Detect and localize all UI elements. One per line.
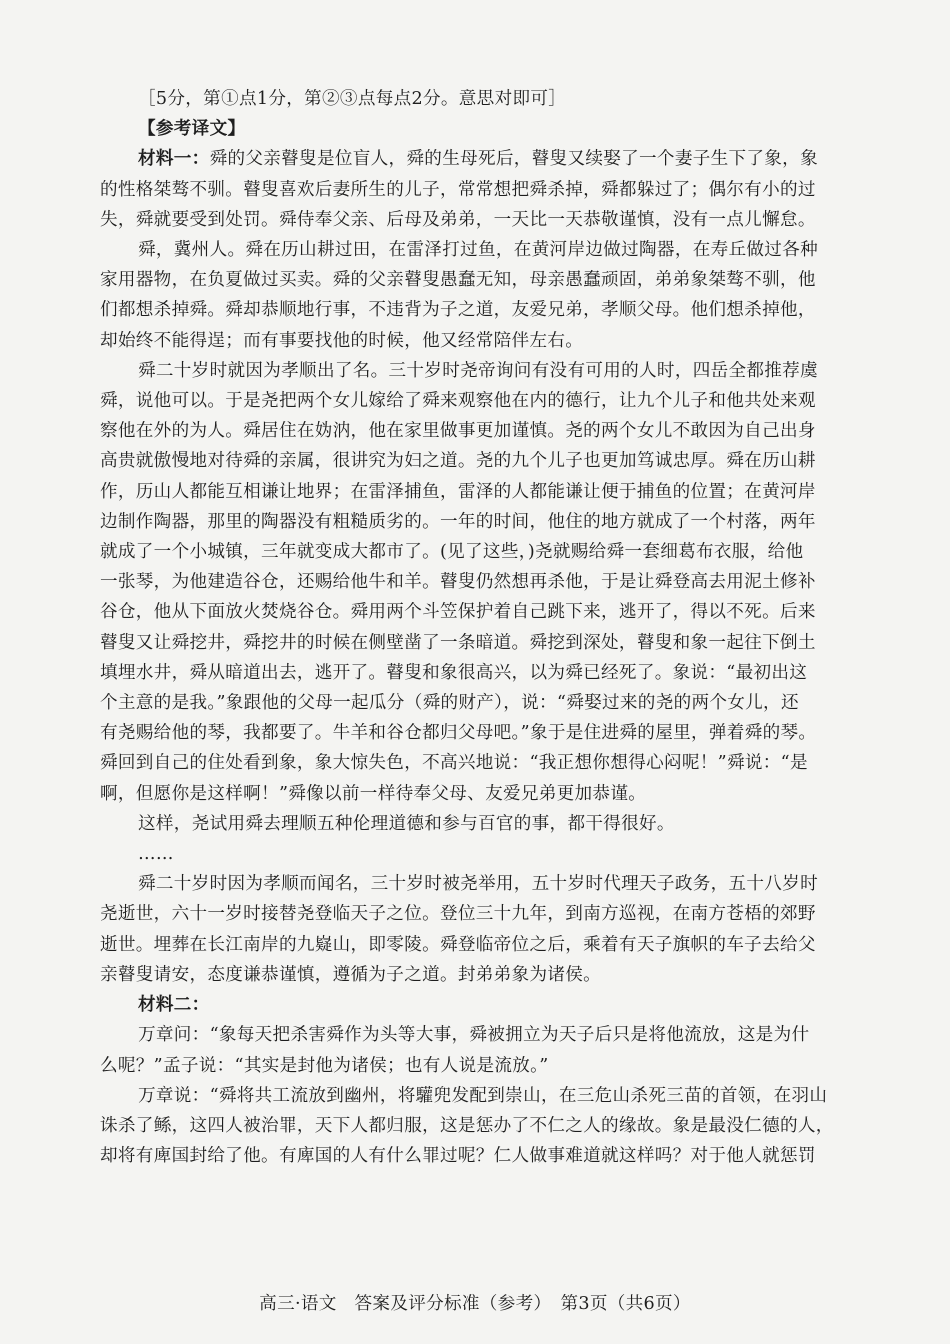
paragraph-line: 舜二十岁时就因为孝顺出了名。三十岁时尧帝询问有没有可用的人时，四岳全都推荐虞 [138, 360, 818, 381]
material1-paragraph-2 [100, 235, 858, 356]
paragraph-line: 谷仓，他从下面放火焚烧谷仓。舜用两个斗笠保护着自己跳下来，逃开了，得以不死。后来 [100, 602, 816, 623]
material2-paragraph-2 [100, 1081, 858, 1172]
paragraph-line: 么呢？”孟子说：“其实是封他为诸侯；也有人说是流放。” [100, 1055, 549, 1076]
scoring-note: ［5分，第①点1分，第②③点每点2分。意思对即可］ [138, 89, 567, 109]
paragraph-line: 失，舜就要受到处罚。舜侍奉父亲、后母及弟弟，一天比一天恭敬谨慎，没有一点儿懈怠。 [100, 209, 816, 230]
paragraph-line: 尧逝世，六十一岁时接替尧登临天子之位。登位三十九年，到南方巡视，在南方苍梧的郊野 [100, 904, 816, 925]
paragraph-line: 们都想杀掉舜。舜却恭顺地行事，不违背为子之道，友爱兄弟，孝顺父母。他们想杀掉他， [100, 300, 816, 321]
paragraph-line: 亲瞽叟请安，态度谦恭谨慎，遵循为子之道。封弟弟象为诸侯。 [100, 964, 602, 985]
material1-paragraph-4 [100, 809, 858, 839]
paragraph-line: 却将有庳国封给了他。有庳国的人有什么罪过呢？仁人做事难道就这样吗？对于他人就惩罚 [100, 1146, 816, 1167]
paragraph-line: 个主意的是我。”象跟他的父母一起瓜分（舜的财产），说：“舜娶过来的尧的两个女儿，还 [100, 693, 799, 714]
paragraph-line: 有尧赐给他的琴，我都要了。牛羊和谷仓都归父母吧。”象于是住进舜的屋里，弹着舜的琴。 [100, 723, 817, 744]
paragraph-line: 就成了一个小城镇，三年就变成大都市了。(见了这些，)尧就赐给舜一套细葛布衣服，给他 [100, 542, 804, 563]
paragraph-line: 材料一：舜的父亲瞽叟是位盲人，舜的生母死后，瞽叟又续娶了一个妻子生下了象，象 [138, 148, 818, 170]
material1-paragraph-5 [100, 869, 858, 990]
paragraph-line: …… [138, 844, 174, 865]
page-footer: 高三·语文 答案及评分标准（参考） 第3页（共6页） [259, 1294, 691, 1314]
ellipsis [100, 839, 858, 869]
reference-translation-heading: 【参考译文】 [138, 118, 246, 140]
paragraph-line: 这样，尧试用舜去理顺五种伦理道德和参与百官的事，都干得很好。 [138, 813, 675, 834]
paragraph-line: 边制作陶器，那里的陶器没有粗糙质劣的。一年的时间，他住的地方就成了一个村落，两年 [100, 511, 816, 532]
paragraph-line: 一张琴，为他建造谷仓，还赐给他牛和羊。瞽叟仍然想再杀他，于是让舜登高去用泥土修补 [100, 572, 816, 593]
paragraph-line: 舜，冀州人。舜在历山耕过田，在雷泽打过鱼，在黄河岸边做过陶器，在寿丘做过各种 [138, 240, 818, 261]
paragraph-line: 作，历山人都能互相谦让地界；在雷泽捕鱼，雷泽的人都能谦让便于捕鱼的位置；在黄河岸 [100, 481, 816, 502]
material1-label: 材料一： [138, 148, 210, 170]
material1-paragraph-3 [100, 356, 858, 809]
paragraph-line: 逝世。埋葬在长江南岸的九嶷山，即零陵。舜登临帝位之后，乘着有天子旗帜的车子去给父 [100, 934, 816, 955]
paragraph-line: 舜回到自己的住处看到象，象大惊失色，不高兴地说：“我正想你想得心闷呢！”舜说：“是 [100, 753, 808, 774]
paragraph-line: 万章问：“象每天把杀害舜作为头等大事，舜被拥立为天子后只是将他流放，这是为什 [138, 1025, 810, 1046]
paragraph-line: 却始终不能得逞；而有事要找他的时候，他又经常陪伴左右。 [100, 330, 584, 351]
paragraph-line: 的性格桀骜不驯。瞽叟喜欢后妻所生的儿子，常常想把舜杀掉，舜都躲过了；偶尔有小的过 [100, 179, 816, 200]
paragraph-line: 填埋水井，舜从暗道出去，逃开了。瞽叟和象很高兴，以为舜已经死了。象说：“最初出这 [100, 662, 808, 683]
paragraph-line: 高贵就傲慢地对待舜的亲属，很讲究为妇之道。尧的九个儿子也更加笃诚忠厚。舜在历山耕 [100, 451, 816, 472]
paragraph-line: 诛杀了鲧，这四人被治罪，天下人都归服，这是惩办了不仁之人的缘故。象是最没仁德的人， [100, 1115, 834, 1136]
paragraph-line: 万章说：“舜将共工流放到幽州，将驩兜发配到崇山，在三危山杀死三苗的首领，在羽山 [138, 1085, 828, 1106]
material2-label: 材料二： [138, 994, 210, 1016]
paragraph-line: 啊，但愿你是这样啊！”舜像以前一样待奉父母、友爱兄弟更加恭谨。 [100, 783, 647, 804]
material2-paragraph-1 [100, 1020, 858, 1080]
paragraph-line: 舜二十岁时因为孝顺而闻名，三十岁时被尧举用，五十岁时代理天子政务，五十八岁时 [138, 874, 818, 895]
paragraph-line: 家用器物，在负夏做过买卖。舜的父亲瞽叟愚蠢无知，母亲愚蠢顽固，弟弟象桀骜不驯，他 [100, 270, 816, 291]
paragraph-line: 瞽叟又让舜挖井，舜挖井的时候在侧壁凿了一条暗道。舜挖到深处，瞽叟和象一起往下倒土 [100, 632, 816, 653]
paragraph-line: 察他在外的为人。舜居住在妫汭，他在家里做事更加谨慎。尧的两个女儿不敢因为自己出身 [100, 421, 816, 442]
material1-paragraph-1 [100, 144, 858, 235]
paragraph-line: 舜，说他可以。于是尧把两个女儿嫁给了舜来观察他在内的德行，让九个儿子和他共处来观 [100, 391, 816, 412]
